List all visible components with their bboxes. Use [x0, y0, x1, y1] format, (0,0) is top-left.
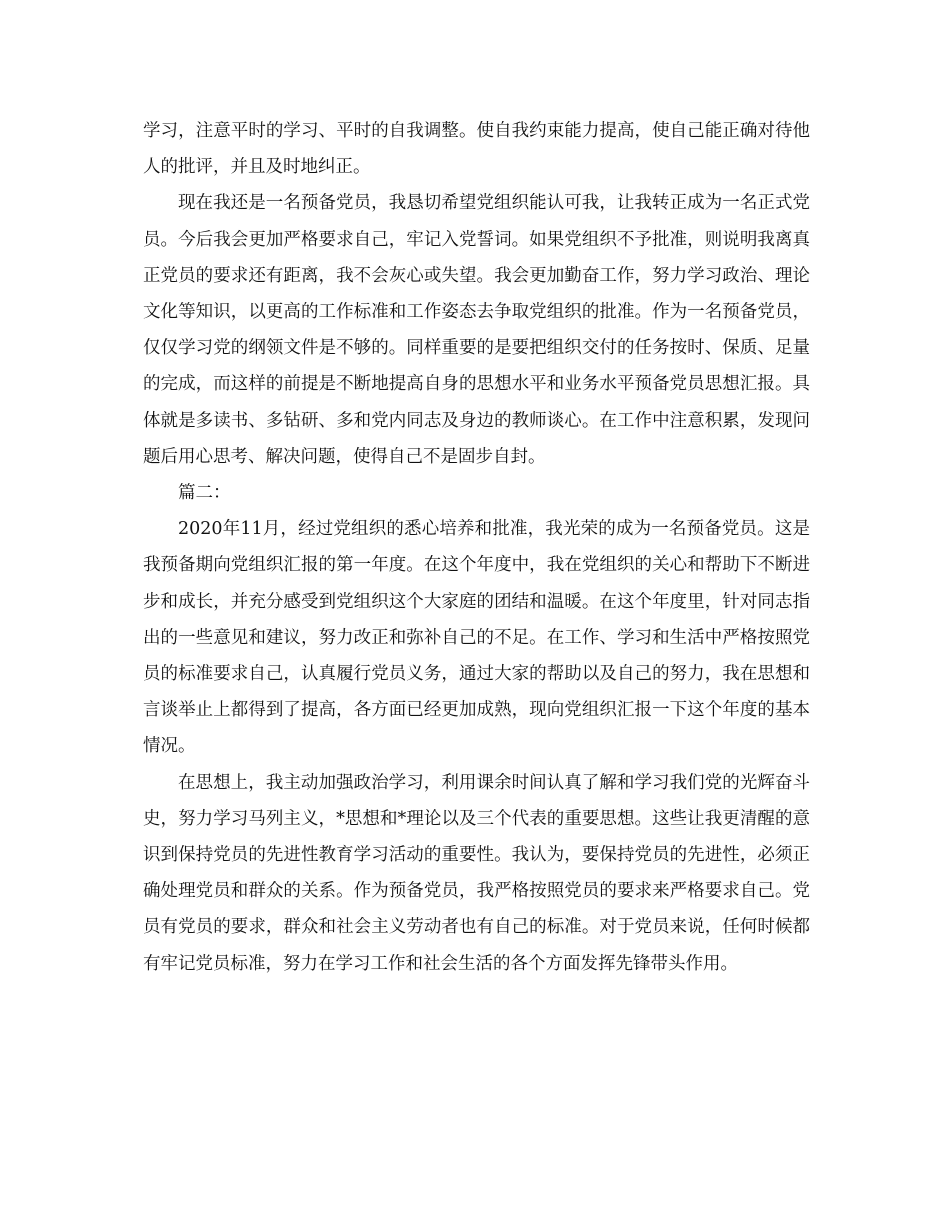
paragraph-1: 学习，注意平时的学习、平时的自我调整。使自我约束能力提高，使自己能正确对待他人的批评，并且及时地纠正。: [143, 121, 810, 178]
paragraph-2: 现在我还是一名预备党员，我恳切希望党组织能认可我，让我转正成为一名正式党员。今后我会更加严格要求自己，牢记入党誓词。如果党组织不予批准，则说明我离真正党员的要求还有距离，我不会灰心或失望。我会更加勤奋工作，努力学习政治、理论文化等知识，以更高的工作标准和工作姿态去争取党组织的批准。作为一名预备党员，仅仅学习党的纲领文件是不够的。同样重要的是要把组织交付的任务按时、保质、足量的完成，而这样的前提是不断地提高自身的思想水平和业务水平预备党员思想汇报。具体就是多读书、多钻研、多和党内同志及身边的教师谈心。在工作中注意积累，发现问题后用心思考、解决问题，使得自己不是固步自封。: [143, 193, 810, 467]
paragraph-4: 在思想上，我主动加强政治学习，利用课余时间认真了解和学习我们党的光辉奋斗史，努力学习马列主义，*思想和*理论以及三个代表的重要思想。这些让我更清醒的意识到保持党员的先进性教育学习活动的重要性。我认为，要保持党员的先进性，必须正确处理党员和群众的关系。作为预备党员，我严格按照党员的要求来严格要求自己。党员有党员的要求，群众和社会主义劳动者也有自己的标准。对于党员来说，任何时候都有牢记党员标准，努力在学习工作和社会生活的各个方面发挥先锋带头作用。: [143, 772, 810, 974]
section-heading-part-two: 篇二：: [178, 483, 231, 504]
paragraph-3: 2020年11月，经过党组织的悉心培养和批准，我光荣的成为一名预备党员。这是我预备期向党组织汇报的第一年度。在这个年度中，我在党组织的关心和帮助下不断进步和成长，并充分感受到党组织这个大家庭的团结和温暖。在这个年度里，针对同志指出的一些意见和建议，努力改正和弥补自己的不足。在工作、学习和生活中严格按照党员的标准要求自己，认真履行党员义务，通过大家的帮助以及自己的努力，我在思想和言谈举止上都得到了提高，各方面已经更加成熟，现向党组织汇报一下这个年度的基本情况。: [143, 519, 810, 757]
document-body: [143, 113, 810, 982]
